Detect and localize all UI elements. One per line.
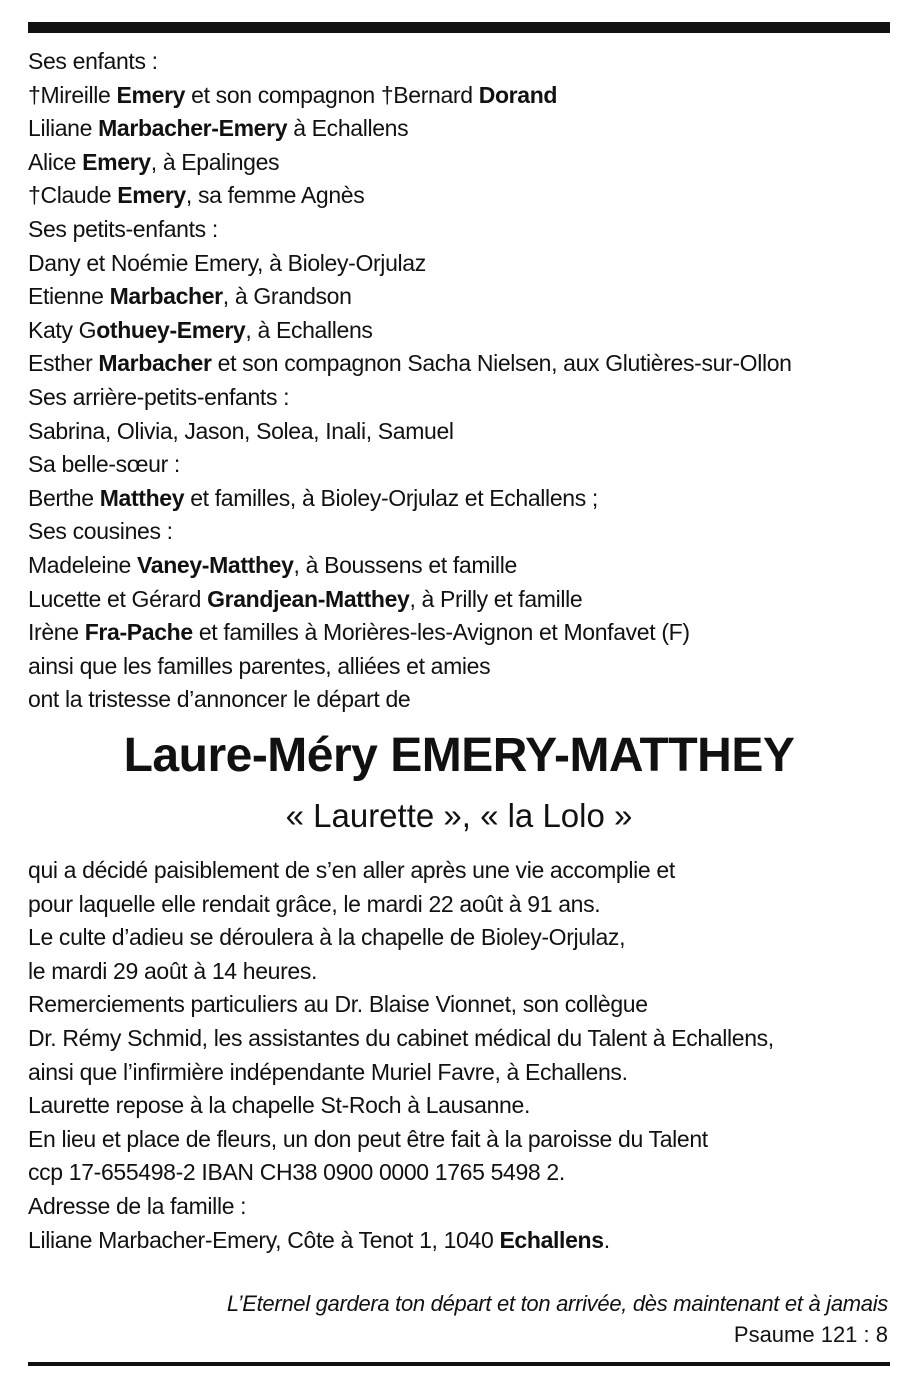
child-line: Alice Emery, à Epalinges [28, 148, 280, 175]
detail-line: Dr. Rémy Schmid, les assistantes du cabinet médical du Talent à Echallens, [28, 1024, 774, 1051]
detail-line: Le culte d’adieu se déroulera à la chapelle de Bioley-Orjulaz, [28, 924, 626, 951]
deceased-name: Laure-Méry EMERY-MATTHEY [123, 729, 795, 782]
cousins-heading: Ses cousines : [28, 518, 173, 545]
detail-line: qui a décidé paisiblement de s’en aller après une vie accomplie et [28, 857, 675, 883]
detail-line: Laurette repose à la chapelle St-Roch à Lausanne. [28, 1092, 530, 1119]
detail-line: En lieu et place de fleurs, un don peut être fait à la paroisse du Talent [28, 1125, 708, 1152]
verse-text: L’Eternel gardera ton départ et ton arrivée, dès maintenant et à jamais [226, 1291, 888, 1316]
child-line: Liliane Marbacher-Emery à Echallens [28, 115, 409, 142]
grandchild-line: Katy Gothuey-Emery, à Echallens [28, 316, 373, 343]
relatives-line: ainsi que les familles parentes, alliées et amies [28, 652, 491, 679]
verse-block [227, 1289, 888, 1351]
cousin-line: Lucette et Gérard Grandjean-Matthey, à Prilly et famille [28, 585, 583, 612]
top-rule [28, 22, 890, 33]
deceased-block [28, 728, 890, 836]
announcement-line: ont la tristesse d’annoncer le départ de [28, 686, 411, 713]
detail-line: ainsi que l’infirmière indépendante Muriel Favre, à Echallens. [28, 1058, 628, 1085]
family-list [28, 45, 892, 717]
grandchild-line: Esther Marbacher et son compagnon Sacha Nielsen, aux Glutières-sur-Ollon [28, 350, 792, 377]
detail-line: Remerciements particuliers au Dr. Blaise Vionnet, son collègue [28, 991, 648, 1018]
verse-reference: Psaume 121 : 8 [733, 1322, 888, 1347]
detail-line: pour laquelle elle rendait grâce, le mardi 22 août à 91 ans. [28, 890, 601, 917]
detail-line: le mardi 29 août à 14 heures. [28, 957, 318, 984]
deceased-nickname: « Laurette », « la Lolo » [285, 797, 633, 834]
children-heading: Ses enfants : [28, 48, 158, 74]
detail-line: ccp 17-655498-2 IBAN CH38 0900 0000 1765 5498 2. [28, 1159, 565, 1186]
child-line: †Mireille Emery et son compagnon †Bernard Dorand [28, 81, 558, 108]
cousin-line: Irène Fra-Pache et familles à Morières-les-Avignon et Monfavet (F) [28, 619, 690, 646]
grandchildren-heading: Ses petits-enfants : [28, 215, 218, 242]
family-address-line: Liliane Marbacher-Emery, Côte à Tenot 1, 1040 Echallens. [28, 1226, 610, 1253]
sister-in-law-line: Berthe Matthey et familles, à Bioley-Orjulaz et Echallens ; [28, 484, 598, 511]
great-grandchildren-heading: Ses arrière-petits-enfants : [28, 383, 290, 410]
obituary-notice [28, 0, 892, 1392]
bottom-rule [28, 1362, 890, 1366]
details-list [28, 854, 892, 1257]
detail-line: Adresse de la famille : [28, 1192, 247, 1219]
grandchild-line: Etienne Marbacher, à Grandson [28, 283, 352, 310]
grandchild-line: Dany et Noémie Emery, à Bioley-Orjulaz [28, 249, 426, 276]
great-grandchildren-line: Sabrina, Olivia, Jason, Solea, Inali, Samuel [28, 417, 454, 444]
sister-in-law-heading: Sa belle-sœur : [28, 451, 180, 478]
cousin-line: Madeleine Vaney-Matthey, à Boussens et famille [28, 551, 517, 578]
child-line: †Claude Emery, sa femme Agnès [28, 182, 365, 209]
